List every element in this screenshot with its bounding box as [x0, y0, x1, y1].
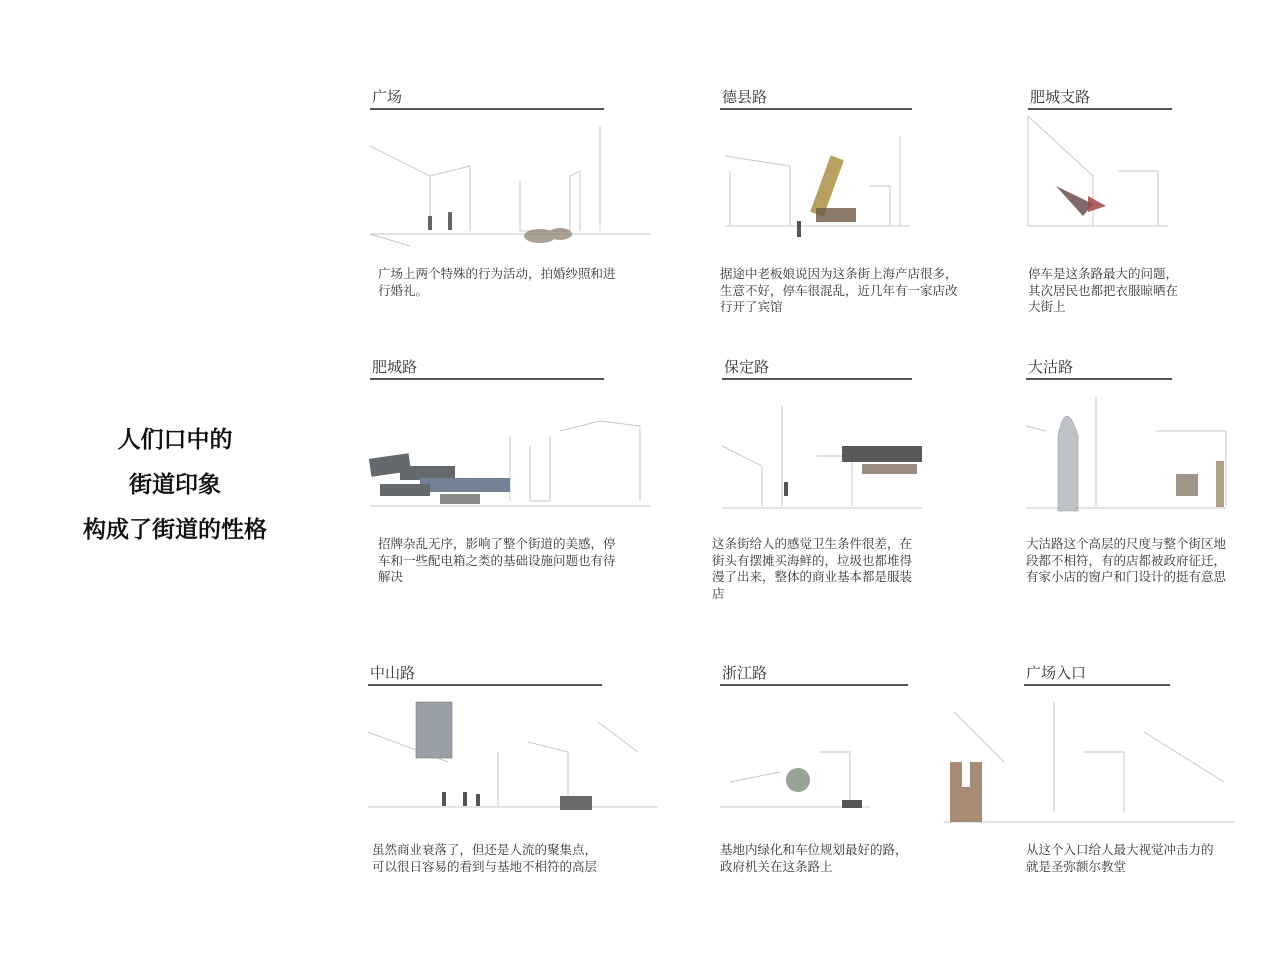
title-underline [1026, 378, 1172, 380]
left-title [60, 418, 290, 553]
title-underline [370, 108, 604, 110]
card-description: 从这个入口给人最大视觉冲击力的就是圣弥额尔教堂 [1026, 842, 1214, 874]
card-title: 保定路 [724, 358, 770, 376]
left-title-line-3: 构成了街道的性格 [83, 517, 267, 543]
card-description: 据途中老板娘说因为这条街上海产店很多，生意不好，停车很混乱，近几年有一家店改行开了宾馆 [720, 266, 958, 314]
street-sketch [1024, 692, 1280, 842]
card-guangchang [370, 86, 670, 336]
card-description: 这条街给人的感觉卫生条件很差，在街头有摆摊买海鲜的，垃圾也都堆得漫了出来，整体的商业基本都是服装店 [712, 536, 913, 601]
title-underline [1028, 108, 1172, 110]
card-title: 浙江路 [722, 664, 768, 682]
card-title: 广场 [372, 88, 403, 106]
left-title-line-1: 人们口中的 [117, 427, 233, 453]
street-sketch [370, 386, 670, 536]
card-description: 基地内绿化和车位规划最好的路，政府机关在这条路上 [720, 842, 908, 874]
title-underline [1024, 684, 1170, 686]
card-description: 招牌杂乱无序，影响了整个街道的美感，停车和一些配电箱之类的基础设施问题也有待解决 [378, 536, 616, 584]
card-title: 肥城支路 [1030, 88, 1091, 106]
card-guangchangrukou [1024, 662, 1280, 912]
street-sketch [370, 116, 670, 266]
card-title: 中山路 [370, 664, 416, 682]
card-feichengzhilu [1028, 86, 1280, 336]
card-dagulu [1026, 356, 1280, 606]
card-title: 德县路 [722, 88, 768, 106]
card-description: 虽然商业衰落了，但还是人流的聚集点，可以很日容易的看到与基地不相符的高层 [372, 842, 598, 874]
card-baodinglu [712, 356, 1022, 606]
card-title: 肥城路 [372, 358, 418, 376]
card-description: 广场上两个特殊的行为活动，拍婚纱照和进行婚礼。 [378, 266, 616, 298]
street-sketch [720, 116, 1020, 266]
title-underline [368, 684, 602, 686]
card-feichenglu [370, 356, 670, 606]
street-sketch [368, 692, 668, 842]
title-underline [720, 684, 908, 686]
left-title-line-2: 街道印象 [129, 472, 221, 498]
card-dexianlu [720, 86, 1020, 336]
street-sketch [1028, 116, 1280, 266]
card-title: 广场入口 [1026, 664, 1087, 682]
card-title: 大沽路 [1028, 358, 1074, 376]
card-description: 大沽路这个高层的尺度与整个街区地段都不相符，有的店都被政府征迁，有家小店的窗户和门设计的挺有意思 [1026, 536, 1227, 584]
title-underline [722, 378, 912, 380]
title-underline [370, 378, 604, 380]
street-sketch [722, 386, 1022, 536]
card-zhongshanlu [368, 662, 668, 912]
title-underline [720, 108, 912, 110]
card-description: 停车是这条路最大的问题，其次居民也都把衣服晾晒在大街上 [1028, 266, 1179, 314]
street-sketch [1026, 386, 1280, 536]
